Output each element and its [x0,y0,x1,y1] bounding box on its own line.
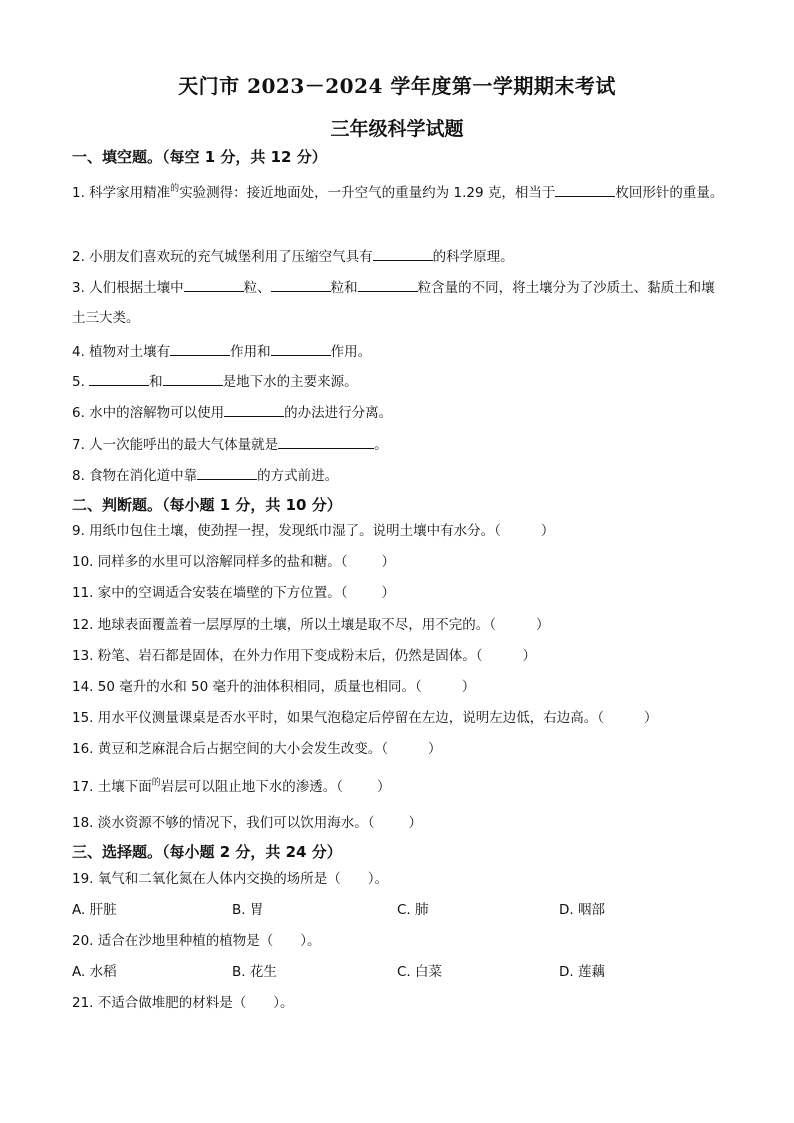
answer-blank[interactable] [170,341,230,356]
question-17: 17. 土壤下面$^的$岩层可以阻止地下水的渗透。（ ） [72,778,391,795]
question-7: 7. 人一次能呼出的最大气体量就是 。 [72,430,724,460]
question-15: 15. 用水平仪测量课桌是否水平时，如果气泡稳定后停留在左边，说明左边低，右边高。（ ） [72,710,658,726]
question-19: 19. 氧气和二氧化氮在人体内交换的场所是（ ）。 [72,871,389,887]
question-8: 8. 食物在消化道中靠 的方式前进。 [72,461,724,491]
answer-blank[interactable] [163,371,223,386]
question-10: 10. 同样多的水里可以溶解同样多的盐和糖。（ ） [72,554,396,570]
question-11: 11. 家中的空调适合安装在墙壁的下方位置。（ ） [72,585,396,601]
option-c[interactable]: C. 肺 [397,902,429,918]
answer-blank[interactable] [373,246,433,261]
question-13: 13. 粉笔、岩石都是固体，在外力作用下变成粉末后，仍然是固体。（ ） [72,648,537,664]
answer-blank[interactable] [271,277,331,292]
question-21: 21. 不适合做堆肥的材料是（ ）。 [72,995,294,1011]
question-5: 5. 和 是地下水的主要来源。 [72,367,724,397]
question-6: 6. 水中的溶解物可以使用 的办法进行分离。 [72,398,724,428]
answer-blank[interactable] [278,434,374,449]
option-a[interactable]: A. 肝脏 [72,902,117,918]
exam-subtitle: 三年级科学试题 [330,118,464,140]
question-19-options [72,895,732,925]
question-12: 12. 地球表面覆盖着一层厚厚的土壤，所以土壤是取不尽，用不完的。（ ） [72,617,550,633]
question-20: 20. 适合在沙地里种植的植物是（ ）。 [72,933,321,949]
option-d[interactable]: D. 莲藕 [559,964,605,980]
question-14: 14. 50 毫升的水和 50 毫升的油体积相同，质量也相同。（ ） [72,679,476,695]
answer-blank[interactable] [271,341,331,356]
question-9: 9. 用纸巾包住土壤，使劲捏一捏，发现纸巾湿了。说明土壤中有水分。（ ） [72,523,555,539]
question-2: 2. 小朋友们喜欢玩的充气城堡利用了压缩空气具有 的科学原理。 [72,242,724,272]
option-b[interactable]: B. 花生 [232,964,277,980]
answer-blank[interactable] [224,402,284,417]
answer-blank[interactable] [89,371,149,386]
answer-blank[interactable] [197,465,257,480]
exam-title: 天门市 2023－2024 学年度第一学期期末考试 [178,74,616,98]
question-1: 1. 科学家用精准$^的$实验测得：接近地面处，一升空气的重量约为 1.29 克，相当于 枚回形针的重量。 [72,184,724,201]
question-4: 4. 植物对土壤有 作用和 作用。 [72,337,724,367]
section-judge-heading: 二、判断题。（每小题 1 分，共 10 分） [72,496,342,514]
answer-blank[interactable] [184,277,244,292]
section-fill-heading: 一、填空题。（每空 1 分，共 12 分） [72,148,327,166]
answer-blank[interactable] [358,277,418,292]
option-b[interactable]: B. 胃 [232,902,264,918]
option-a[interactable]: A. 水稻 [72,964,117,980]
section-choice-heading: 三、选择题。（每小题 2 分，共 24 分） [72,843,342,861]
question-16: 16. 黄豆和芝麻混合后占据空间的大小会发生改变。（ ） [72,741,442,757]
question-3: 3. 人们根据土壤中 粒、 粒和 粒含量的不同，将土壤分为了沙质土、黏质土和壤土三大类。 [72,273,724,333]
question-20-options [72,957,732,987]
option-d[interactable]: D. 咽部 [559,902,605,918]
question-18: 18. 淡水资源不够的情况下，我们可以饮用海水。（ ） [72,815,423,831]
option-c[interactable]: C. 白菜 [397,964,443,980]
answer-blank[interactable] [555,182,615,197]
